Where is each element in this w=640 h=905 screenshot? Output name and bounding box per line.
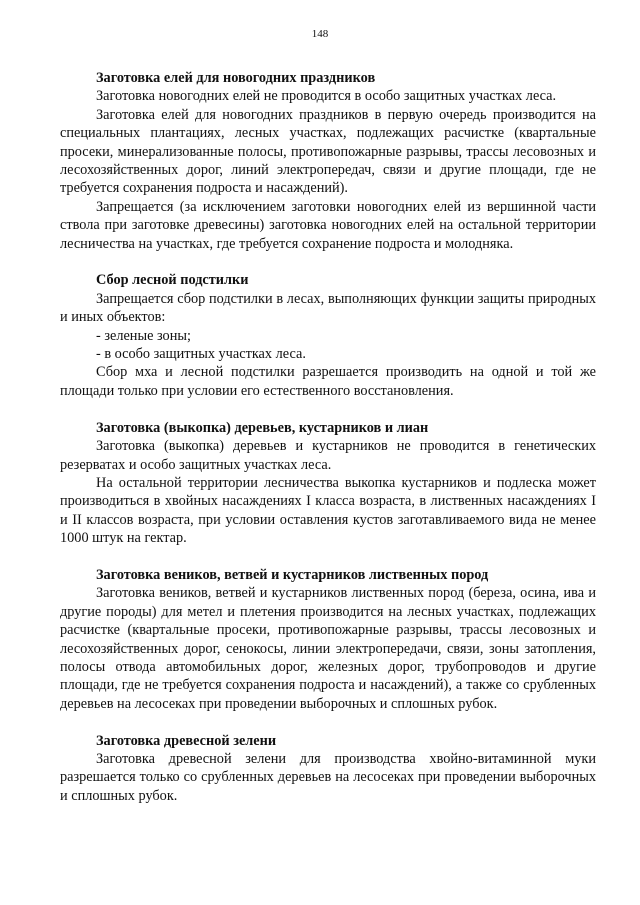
paragraph: Заготовка елей для новогодних праздников в первую очередь производится на специальных плантациях, лесных участках, подлежащих расчистке (квартальные просеки, минерализованные полосы, противопожарные разрывы, трассы лесовозных и лесохозяйственных дорог, линий электропередач, связи и другие площади, где не требуется сохранения подроста и насаждений). [60, 106, 596, 197]
section-forest-litter [60, 271, 596, 400]
section-heading: Заготовка (выкопка) деревьев, кустарников и лиан [96, 419, 429, 436]
paragraph: Запрещается (за исключением заготовки новогодних елей из вершинной части ствола при заготовке древесины) заготовка новогодних елей на остальной территории лесничества на участках, где требуется сохранение подроста и молодняка. [60, 198, 596, 252]
section-heading: Заготовка веников, ветвей и кустарников лиственных пород [96, 566, 489, 583]
document-body [60, 69, 596, 824]
list-item: - в особо защитных участках леса. [96, 346, 306, 363]
paragraph: Заготовка веников, ветвей и кустарников лиственных пород (береза, осина, ива и другие породы) для метел и плетения производится на лесных участках, подлежащих расчистке (квартальные просеки, противопожарные разрывы, трассы лесовозных и лесохозяйственных дорог, сенокосы, линии электропередачи, связи, зоны затопления, полосы отвода автомобильных дорог, железных дорог, трубопроводов и другие площади, где не требуется сохранения подроста и насаждений), а также со срубленных деревьев на лесосеках при проведении выборочных и сплошных рубок. [60, 585, 596, 712]
page-number: 148 [311, 28, 329, 40]
section-christmas-trees [60, 69, 596, 253]
section-digging-trees [60, 419, 596, 548]
section-heading: Заготовка древесной зелени [96, 732, 277, 749]
section-brooms-branches [60, 566, 596, 713]
paragraph: Заготовка (выкопка) деревьев и кустарников не проводится в генетических резерватах и особо защитных участках леса. [60, 438, 596, 473]
section-heading: Сбор лесной подстилки [96, 272, 249, 289]
section-heading: Заготовка елей для новогодних праздников [96, 70, 376, 86]
paragraph: На остальной территории лесничества выкопка кустарников и подлеска может производиться в хвойных насаждениях I класса возраста, в лиственных насаждениях I и II классов возраста, при условии оставления кустов заготавливаемого вида не менее 1000 штук на гектар. [60, 474, 596, 547]
section-tree-greenery [60, 732, 596, 806]
paragraph: Запрещается сбор подстилки в лесах, выполняющих функции защиты природных и иных объектов: [60, 290, 596, 326]
list-item: - зеленые зоны; [96, 327, 191, 344]
paragraph: Сбор мха и лесной подстилки разрешается производить на одной и той же площади только при условии его естественного восстановления. [60, 364, 596, 399]
paragraph: Заготовка новогодних елей не проводится в особо защитных участках леса. [96, 88, 557, 105]
paragraph: Заготовка древесной зелени для производства хвойно-витаминной муки разрешается только со срубленных деревьев на лесосеках при проведении выборочных и сплошных рубок. [60, 750, 596, 804]
